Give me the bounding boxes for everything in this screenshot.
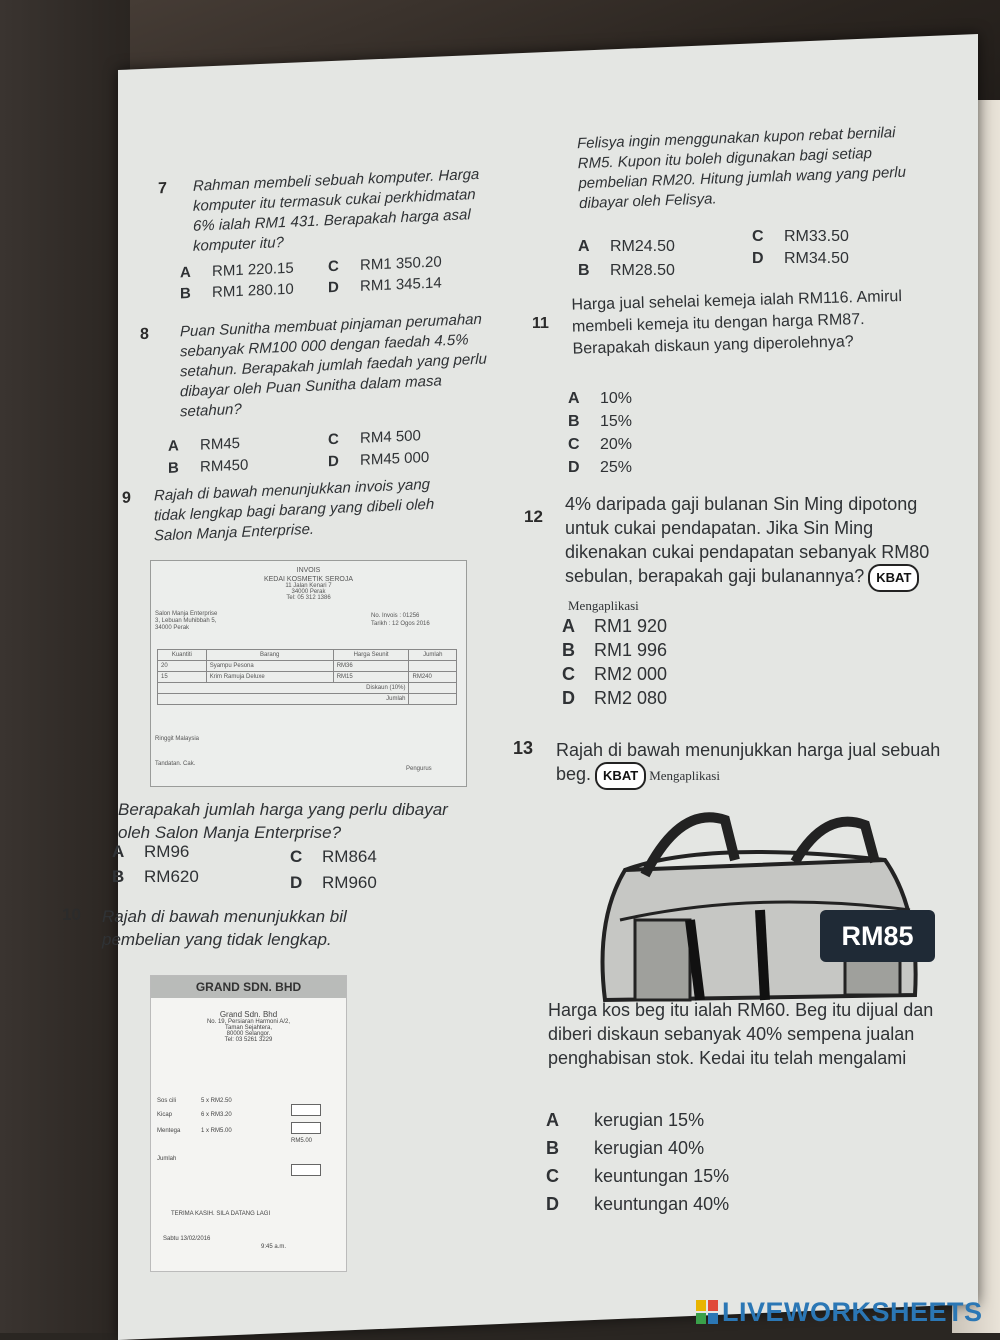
receipt-blank-box [291,1164,321,1176]
felisya-option-b[interactable]: B RM28.50 [578,262,675,279]
q9-number: 9 [122,489,131,507]
receipt-item-3-name: Mentega [157,1128,181,1134]
felisya-option-a[interactable]: A RM24.50 [578,238,675,255]
q13-option-a[interactable]: A kerugian 15% [546,1110,705,1130]
q13-text2: Harga kos beg itu ialah RM60. Beg itu dijual dan diberi diskaun sebanyak 40% sempena jualan penghabisan stok. Kedai itu telah mengalami [548,1000,934,1068]
q11-option-d[interactable]: D 25% [568,459,633,476]
q12-option-d[interactable]: D RM2 080 [562,688,668,708]
receipt-tel: Tel: 03 5261 3229 [224,1037,273,1043]
q7-number: 7 [158,179,167,198]
receipt-figure [150,975,347,1272]
receipt-time: 9:45 a.m. [261,1244,287,1250]
liveworksheets-logo-icon [696,1300,718,1324]
watermark-text: LIVEWORKSHEETS [722,1297,983,1327]
q7-option-d[interactable]: D RM1 345.14 [328,274,442,297]
invoice-cell: 15 [158,672,207,683]
invoice-cell: Krim Ramuja Deluxe [206,672,333,683]
receipt-item-3-qty: 1 x RM5.00 [201,1128,232,1134]
receipt-thanks: TERIMA KASIH. SILA DATANG LAGI [171,1211,271,1217]
q8-option-b[interactable]: B RM450 [168,456,249,477]
q8-option-c[interactable]: C RM4 500 [328,427,421,449]
invoice-cell: RM240 [409,672,457,683]
q13-text-body: Rajah di bawah menunjukkan harga jual sebuah beg. [556,740,941,784]
invoice-cell: 20 [158,661,207,672]
q8-option-d[interactable]: D RM45 000 [328,448,430,471]
invoice-number: No. Invois : 01256 [371,613,420,619]
invoice-shop: KEDAI KOSMETIK SEROJA [263,576,354,583]
receipt-total-label: Jumlah [157,1156,177,1162]
invoice-address-2: 34000 Perak [291,589,326,595]
receipt-item-2-name: Kicap [157,1112,173,1118]
invoice-cell: Syampu Pesona [206,661,333,672]
invoice-currency: Ringgit Malaysia [155,736,200,742]
q11-option-a[interactable]: A 10% [568,390,633,407]
invoice-address-1: 11 Jalan Kenari 7 [285,583,332,589]
q13-kbat-tag: Mengaplikasi [649,768,720,783]
q10-number: 10 [62,905,81,924]
q9-option-a[interactable]: A RM96 [112,842,190,861]
felisya-text: Felisya ingin menggunakan kupon rebat bernilai RM5. Kupon itu boleh digunakan bagi setiap pembelian RM20. Hitung jumlah wang yang perlu dibayar oleh Felisya. [576,124,907,213]
invoice-cell: RM36 [333,661,409,672]
q7-option-b[interactable]: B RM1 280.10 [180,280,294,303]
q12-kbat-badge: KBAT [868,564,919,592]
q12-option-a[interactable]: A RM1 920 [562,616,668,636]
table-row [158,672,457,683]
invoice-header-item: Barang [206,650,333,661]
q10-text: Rajah di bawah menunjukkan bil pembelian yang tidak lengkap. [102,907,347,949]
table-row [158,694,457,705]
receipt-blank-box [291,1122,321,1134]
table-row [158,661,457,672]
table-row [158,683,457,694]
bag-illustration [585,800,940,1015]
invoice-table [157,649,457,705]
q12-kbat-tag: Mengaplikasi [568,598,639,613]
q11-option-c[interactable]: C 20% [568,436,633,453]
price-tag-label: RM85 [841,921,914,951]
q7-text: Rahman membeli sebuah komputer. Harga komputer itu termasuk cukai perkhidmatan 6% ialah RM1 431. Berapakah harga asal komputer itu? [193,165,480,255]
q8-text: Puan Sunitha membuat pinjaman perumahan sebanyak RM100 000 dengan faedah 4.5% setahun. Berapakah jumlah faedah yang perlu dibayar oleh Puan Sunitha dalam masa setahun? [180,310,487,421]
felisya-option-d[interactable]: D RM34.50 [752,250,849,267]
invoice-cell: RM15 [333,672,409,683]
invoice-cell [409,694,457,705]
invoice-total-label: Jumlah [158,694,409,705]
receipt-address-3: 80000 Selangor. [226,1031,271,1037]
receipt-address-2: Taman Sejahtera, [224,1025,273,1031]
receipt-name: Grand Sdn. Bhd [219,1010,278,1019]
invoice-buyer-3: 34000 Perak [155,625,190,631]
q11-option-b[interactable]: B 15% [568,413,633,430]
q9-question: Berapakah jumlah harga yang perlu dibayar oleh Salon Manja Enterprise? [118,800,448,842]
invoice-buyer-1: Salon Manja Enterprise [155,611,218,617]
receipt-item-1-name: Sos cili [157,1098,177,1104]
q9-option-d[interactable]: D RM960 [290,873,377,892]
receipt-item-1-qty: 5 x RM2.50 [201,1098,232,1104]
invoice-buyer-2: 3, Lebuan Muhibbah 5, [155,618,217,624]
invoice-cell [409,683,457,694]
receipt-item-3-price: RM5.00 [291,1138,313,1144]
q12-text [565,492,935,618]
q12-number: 12 [524,507,543,526]
q12-option-c[interactable]: C RM2 000 [562,664,668,684]
receipt-header: GRAND SDN. BHD [151,976,346,998]
q13-option-c[interactable]: C keuntungan 15% [546,1166,730,1186]
q13-option-b[interactable]: B kerugian 40% [546,1138,705,1158]
q7-option-c[interactable]: C RM1 350.20 [328,253,442,276]
receipt-item-2-qty: 6 x RM3.20 [201,1112,232,1118]
invoice-tel: Tel: 05 312 1386 [286,595,331,601]
invoice-header-total: Jumlah [409,650,457,661]
q9-text: Rajah di bawah menunjukkan invois yang tidak lengkap bagi barang yang dibeli oleh Salon Manja Enterprise. [154,475,435,545]
invoice-cell [409,661,457,672]
receipt-date: Sabtu 13/02/2016 [163,1236,211,1242]
invoice-sign-left: Tandatan. Cak. [155,761,196,767]
q11-text: Harga jual sehelai kemeja ialah RM116. Amirul membeli kemeja itu dengan harga RM87. Berapakah diskaun yang diperolehnya? [571,288,903,358]
invoice-figure [150,560,467,787]
q13-number: 13 [513,738,534,758]
q13-text [556,738,951,790]
q9-option-c[interactable]: C RM864 [290,847,377,866]
felisya-option-c[interactable]: C RM33.50 [752,228,849,245]
receipt-blank-box [291,1104,321,1116]
price-tag [820,910,935,962]
q13-option-d[interactable]: D keuntungan 40% [546,1194,730,1214]
q13-kbat-badge: KBAT [595,762,646,790]
q7-option-a[interactable]: A RM1 220.15 [180,259,294,282]
q9-option-b[interactable]: B RM620 [112,867,199,886]
invoice-title: INVOIS [296,567,321,574]
receipt-address-1: No. 19, Persiaran Harmoni A/2, [206,1019,291,1025]
invoice-date: Tarikh : 12 Ogos 2016 [371,621,430,627]
q8-number: 8 [140,325,149,344]
q11-number: 11 [532,315,549,332]
invoice-header-unit-price: Harga Seunit [333,650,409,661]
q12-option-b[interactable]: B RM1 996 [562,640,668,660]
invoice-discount-label: Diskaun (10%) [158,683,409,694]
invoice-sign-right: Pengurus [406,766,432,772]
background-left [0,0,130,1333]
q12-text-body: 4% daripada gaji bulanan Sin Ming dipotong untuk cukai pendapatan. Jika Sin Ming dikenakan cukai pendapatan sebanyak RM80 sebulan, berapakah gaji bulanannya? [565,494,930,586]
q8-option-a[interactable]: A RM45 [168,434,241,455]
invoice-header-qty: Kuantiti [158,650,207,661]
